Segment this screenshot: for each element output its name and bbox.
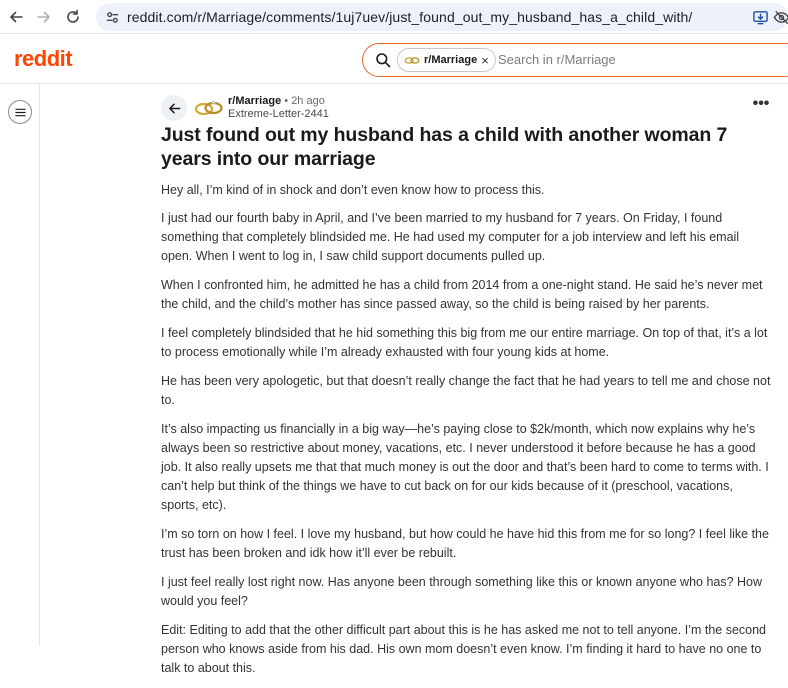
post-paragraph: It’s also impacting us financially in a big way—he’s paying close to $2k/month, which now explains why he’s always been so restrictive about money, vacations, etc. I never understood it before because he has a good job. It also really upsets me that that much money is out the door and that’s been hard to come to terms with. I can’t help but think of the things we have to cut back on for our kids because of it (preschool, vacations, sports, etc). bbox=[161, 422, 769, 512]
subreddit-filter-chip[interactable] bbox=[397, 48, 496, 72]
subreddit-avatar[interactable] bbox=[194, 100, 224, 116]
post-back-button[interactable] bbox=[161, 95, 187, 121]
search-input[interactable]: Search in r/Marriage bbox=[498, 52, 616, 67]
subreddit-link[interactable]: r/Marriage bbox=[228, 95, 282, 107]
eye-off-icon[interactable] bbox=[772, 8, 788, 26]
search-icon bbox=[375, 52, 391, 68]
post-paragraph: He has been very apologetic, but that doesn’t really change the fact that he had years to tell me and chose not to. bbox=[161, 374, 771, 407]
post-meta bbox=[228, 95, 329, 121]
reddit-header bbox=[0, 34, 788, 84]
left-rail bbox=[0, 84, 40, 646]
post-author[interactable]: Extreme-Letter-2441 bbox=[228, 108, 329, 120]
post-paragraph: Edit: Editing to add that the other difficult part about this is he has asked me not to tell anyone. I’m the second person who knows aside from his dad. His own mom doesn’t even know. I’m finding it hard to have no one to talk to about this. bbox=[161, 623, 766, 675]
hamburger-menu-icon bbox=[15, 107, 26, 118]
post-paragraph: Hey all, I’m kind of in shock and don’t even know how to process this. bbox=[161, 183, 545, 197]
wedding-rings-icon bbox=[194, 100, 224, 116]
arrow-left-icon bbox=[168, 102, 181, 115]
browser-back-button[interactable] bbox=[4, 5, 28, 29]
url-text: reddit.com/r/Marriage/comments/1uj7uev/just_found_out_my_husband_has_a_child_with/ bbox=[127, 9, 693, 25]
chip-close-icon[interactable]: × bbox=[481, 52, 489, 68]
reddit-logo[interactable]: reddit bbox=[14, 46, 73, 71]
wedding-rings-icon bbox=[404, 56, 420, 65]
post-paragraph: I feel completely blindsided that he hid something this big from me our entire marriage. On top of that, it’s a lot to process emotionally while I’m already exhausted with four young kids at home. bbox=[161, 326, 768, 359]
post-paragraph: I just feel really lost right now. Has anyone been through something like this or known anyone who has? How would you feel? bbox=[161, 575, 763, 608]
post-paragraph: When I confronted him, he admitted he has a child from 2014 from a one-night stand. He said he’s never met the child, and the child’s mother has since passed away, so the child is being raised by her parents. bbox=[161, 278, 763, 311]
chip-label: r/Marriage bbox=[424, 54, 478, 66]
install-app-icon[interactable] bbox=[751, 8, 769, 26]
browser-forward-button[interactable] bbox=[32, 5, 56, 29]
post-time: 2h ago bbox=[291, 95, 325, 107]
menu-button[interactable] bbox=[8, 100, 32, 124]
meta-separator: • bbox=[284, 95, 289, 107]
post-title: Just found out my husband has a child with another woman 7 years into our marriage bbox=[161, 124, 728, 170]
search-bar[interactable] bbox=[362, 43, 788, 77]
browser-reload-button[interactable] bbox=[61, 5, 85, 29]
post-body bbox=[161, 181, 773, 688]
back-arrow-icon bbox=[8, 9, 24, 25]
tune-icon[interactable] bbox=[104, 9, 120, 25]
forward-arrow-icon bbox=[36, 9, 52, 25]
reload-icon bbox=[65, 9, 81, 25]
post-paragraph: I just had our fourth baby in April, and I’ve been married to my husband for 7 years. On Friday, I found something that completely blindsided me. He had used my computer for a job interview and left his email open. When I went to log in, I saw child support documents pulled up. bbox=[161, 211, 740, 263]
more-options-button[interactable]: ••• bbox=[752, 95, 770, 112]
browser-toolbar bbox=[0, 0, 788, 34]
address-bar[interactable] bbox=[96, 3, 788, 31]
post-paragraph: I’m so torn on how I feel. I love my husband, but how could he have hid this from me for so long? I feel like the trust has been broken and idk how it’ll ever be rebuilt. bbox=[161, 527, 769, 560]
